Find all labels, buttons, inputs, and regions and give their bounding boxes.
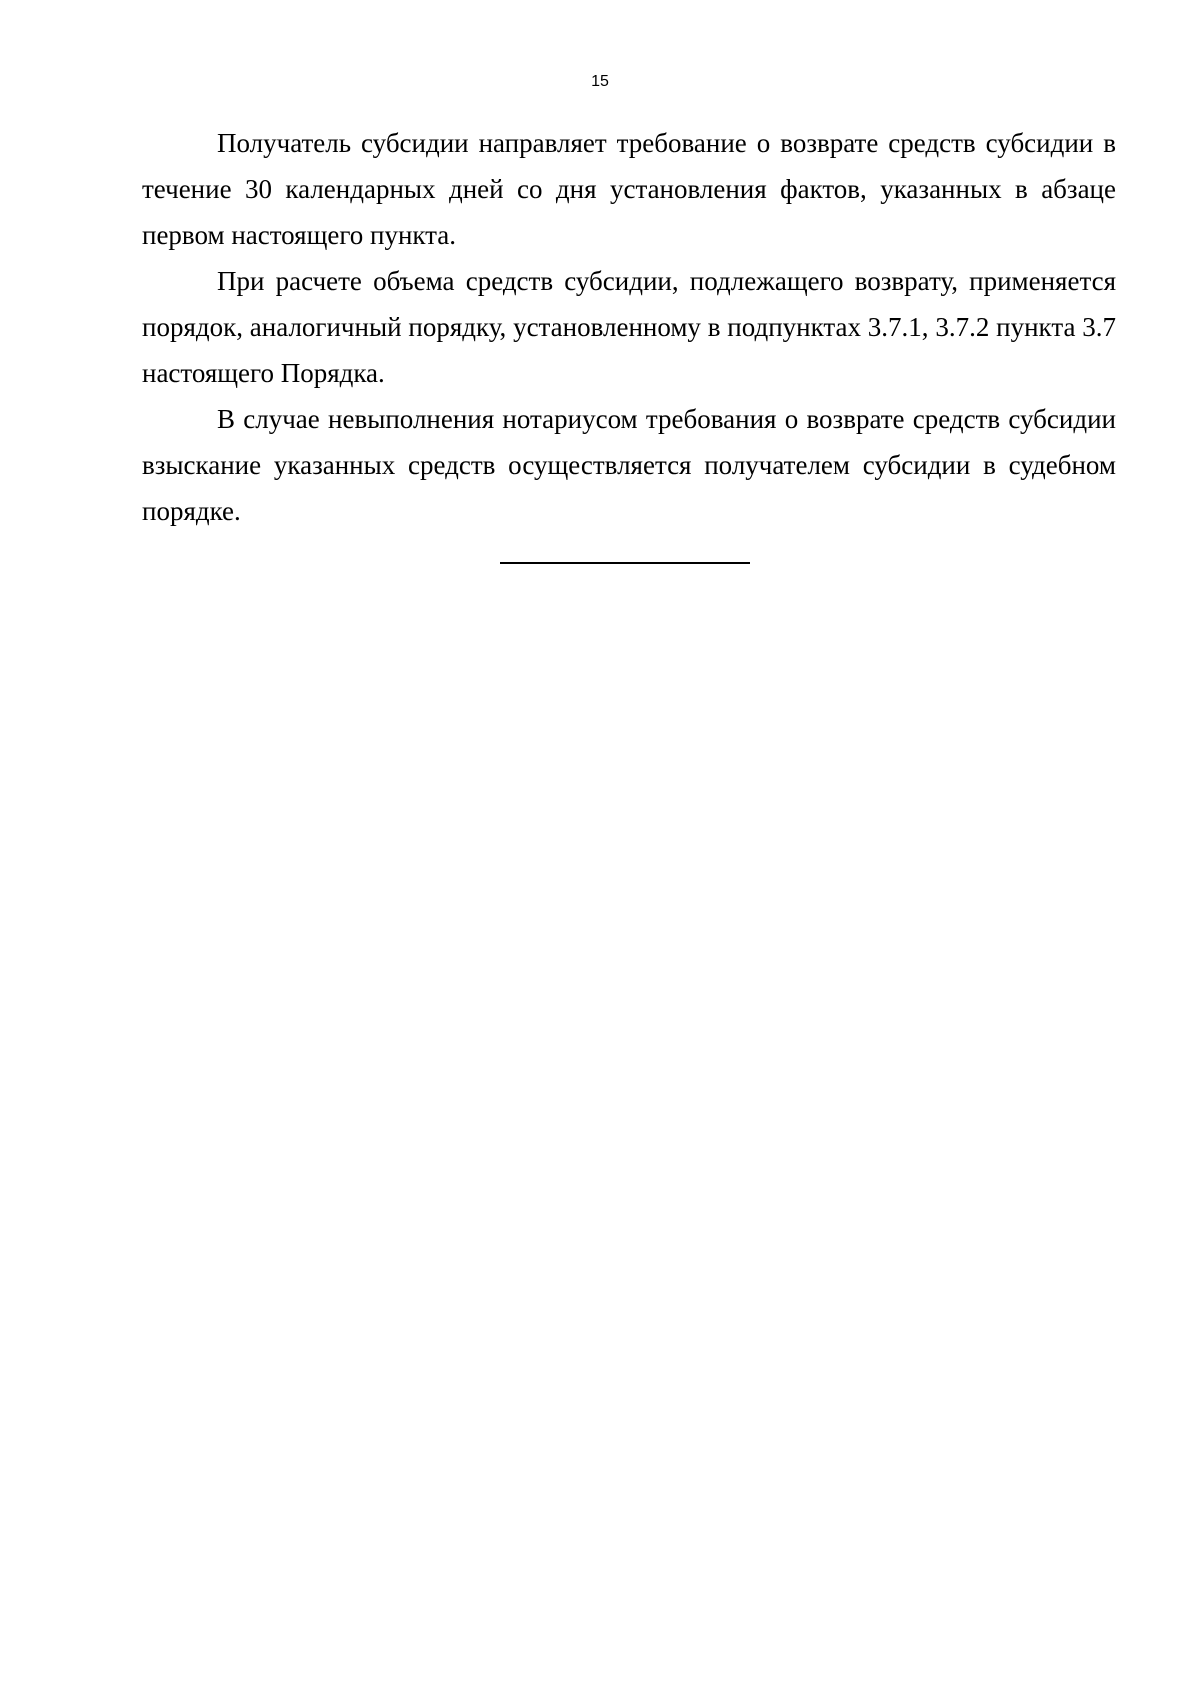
paragraph-refund-calculation: При расчете объема средств субсидии, подлежащего возврату, применяется порядок, аналогичный порядку, установленному в подпунктах 3.7.1, 3.7.2 пункта 3.7 настоящего Порядка. bbox=[142, 266, 1116, 388]
paragraph-refund-request: Получатель субсидии направляет требование о возврате средств субсидии в течение 30 календарных дней со дня установления фактов, указанных в абзаце первом настоящего пункта. bbox=[142, 128, 1116, 250]
paragraph-judicial-recovery: В случае невыполнения нотариусом требования о возврате средств субсидии взыскание указанных средств осуществляется получателем субсидии в судебном порядке. bbox=[142, 404, 1116, 526]
document-body bbox=[142, 120, 1116, 534]
page-number: 15 bbox=[591, 73, 609, 90]
closing-divider bbox=[500, 562, 750, 564]
